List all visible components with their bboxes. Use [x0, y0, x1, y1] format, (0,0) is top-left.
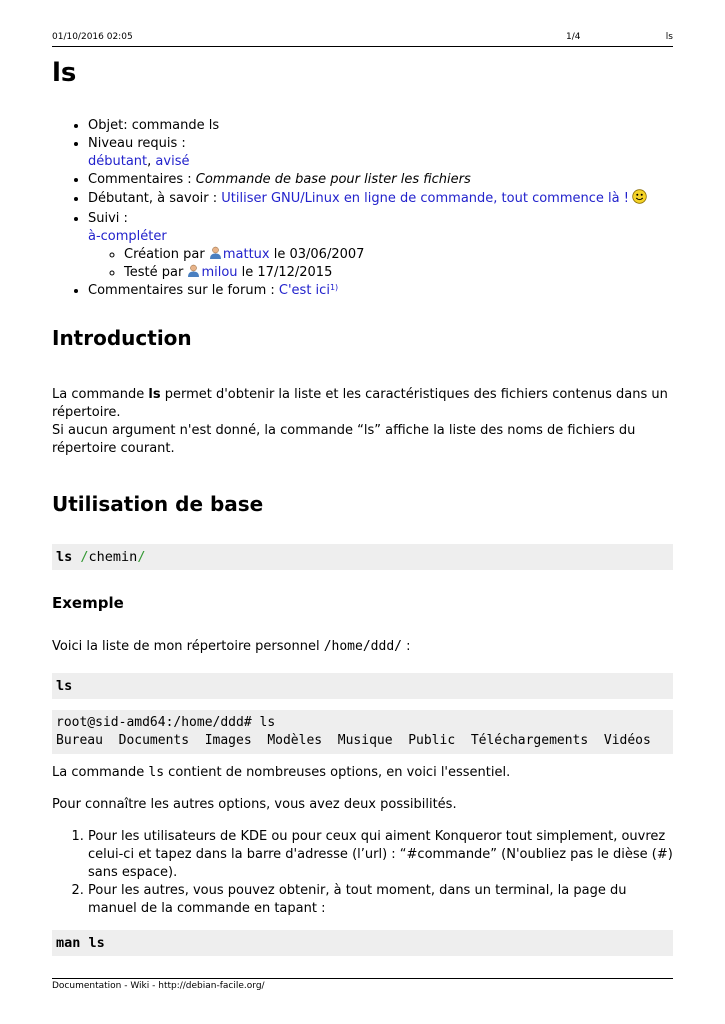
- smiley-icon: [632, 189, 647, 210]
- terminal-output: [52, 710, 673, 754]
- creation-item: [124, 246, 673, 264]
- creation-prefix: Création par: [124, 247, 205, 262]
- code-slash: /: [80, 549, 89, 565]
- code-command: ls: [56, 678, 73, 694]
- code-command: ls: [56, 549, 73, 565]
- suivi-sublist: [88, 246, 673, 282]
- example-text-b: :: [406, 639, 411, 654]
- output-line-2: Bureau Documents Images Modèles Musique Public Téléchargements Vidéos: [56, 733, 651, 748]
- code-argument: chemin: [88, 549, 138, 565]
- page-header: [52, 32, 673, 47]
- intro-heading: Introduction: [52, 326, 192, 350]
- code-slash: /: [137, 549, 146, 565]
- main-content: [52, 55, 673, 956]
- example-heading: Exemple: [52, 594, 124, 612]
- intro-text-bold: ls: [148, 387, 161, 402]
- header-date: 01/10/2016 02:05: [52, 32, 133, 42]
- meta-niveau: • Niveau requis : débutant, avisé: [88, 135, 673, 171]
- forum-label: Commentaires sur le forum :: [88, 283, 275, 298]
- teste-suffix: le 17/12/2015: [241, 265, 333, 280]
- meta-debutant: [88, 189, 673, 210]
- steps-list: [52, 828, 673, 918]
- meta-suivi: [88, 210, 673, 282]
- forum-link[interactable]: C'est ici: [278, 283, 330, 298]
- meta-forum: [88, 282, 673, 300]
- intro-text-2: Si aucun argument n'est donné, la commande “ls” affiche la liste des noms de fichiers du répertoire courant.: [52, 423, 636, 456]
- options-text-a: La commande: [52, 765, 145, 780]
- footnote-link[interactable]: 1): [329, 283, 339, 292]
- meta-commentaires: [88, 171, 673, 189]
- teste-item: [124, 264, 673, 282]
- example-path: /home/ddd/: [323, 639, 402, 654]
- example-text-a: Voici la liste de mon répertoire personnel: [52, 639, 320, 654]
- step-item: 1. Pour les utilisateurs de KDE ou pour ceux qui aiment Konqueror tout simplement, ouvrez celui-ci et tapez dans la barre d'adresse (l’url) : “#commande” (N'oubliez pas le dièse (#) sans espace).: [88, 828, 673, 882]
- code-command: man ls: [56, 935, 105, 951]
- usage-heading: Utilisation de base: [52, 492, 264, 516]
- footer-text: Documentation - Wiki - http://debian-facile.org/: [52, 981, 265, 991]
- page-footer: [52, 978, 673, 991]
- code-block-basic: [52, 544, 673, 570]
- output-line-1: root@sid-amd64:/home/ddd# ls: [56, 715, 276, 730]
- intro-text-b: permet d'obtenir la liste et les caractéristiques des fichiers contenus dans un répertoire.: [52, 387, 668, 420]
- possibilities-paragraph: Pour connaître les autres options, vous avez deux possibilités.: [52, 797, 457, 812]
- niveau-link-avise[interactable]: avisé: [155, 154, 190, 169]
- options-code: ls: [148, 765, 165, 780]
- options-paragraph: [52, 764, 673, 782]
- niveau-link-debutant[interactable]: débutant: [88, 154, 148, 169]
- user-icon: [187, 264, 200, 277]
- teste-prefix: Testé par: [124, 265, 184, 280]
- options-text-b: contient de nombreuses options, en voici l'essentiel.: [168, 765, 511, 780]
- code-block-ls: [52, 673, 673, 699]
- commentaires-text: Commande de base pour lister les fichiers: [195, 172, 471, 187]
- teste-user-link[interactable]: milou: [201, 265, 238, 280]
- meta-objet: • Objet: commande ls: [88, 117, 673, 135]
- suivi-link[interactable]: à-compléter: [88, 229, 167, 244]
- debutant-label: Débutant, à savoir :: [88, 191, 218, 206]
- header-page-number: 1/4: [566, 32, 581, 42]
- creation-suffix: le 03/06/2007: [273, 247, 365, 262]
- intro-paragraph: [52, 386, 673, 458]
- creation-user-link[interactable]: mattux: [222, 247, 270, 262]
- code-block-man: [52, 930, 673, 956]
- intro-text-a: La commande: [52, 387, 145, 402]
- debutant-link[interactable]: Utiliser GNU/Linux en ligne de commande, tout commence là !: [221, 191, 629, 206]
- page-title: ls: [52, 58, 77, 88]
- meta-list: [52, 117, 673, 300]
- user-icon: [209, 246, 222, 259]
- suivi-label: Suivi :: [88, 211, 128, 226]
- commentaires-label: Commentaires :: [88, 172, 192, 187]
- niveau-label: Niveau requis :: [88, 136, 186, 151]
- header-title: ls: [665, 32, 673, 42]
- step-item: 2. Pour les autres, vous pouvez obtenir, à tout moment, dans un terminal, la page du manuel de la commande en tapant :: [88, 882, 673, 918]
- example-paragraph: [52, 638, 673, 656]
